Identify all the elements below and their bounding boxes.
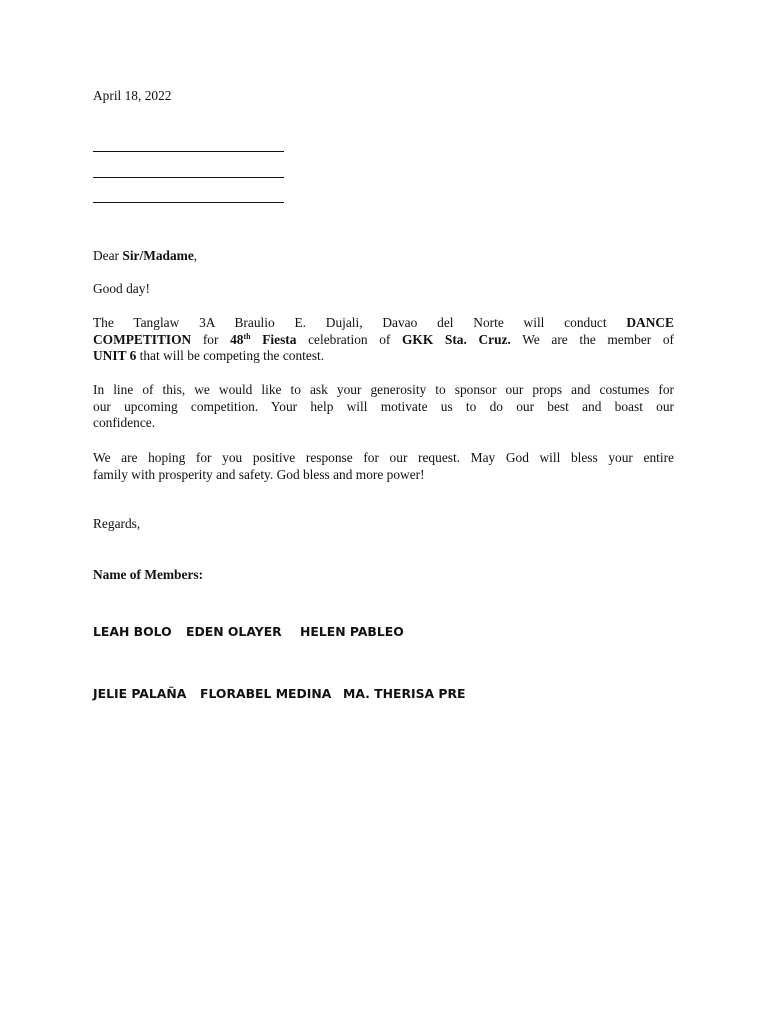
paragraph-1-line-2 bbox=[93, 332, 674, 349]
p1-text-5: that will be competing the contest. bbox=[136, 348, 325, 363]
paragraph-1-line-1 bbox=[93, 315, 674, 332]
paragraph-3 bbox=[93, 450, 674, 483]
members-heading bbox=[93, 567, 674, 584]
p1-bold-dance: DANCE bbox=[626, 315, 674, 330]
recipient-line-1 bbox=[93, 151, 284, 152]
member-name: JELIE PALAÑA bbox=[93, 686, 187, 701]
letter-date: April 18, 2022 bbox=[93, 88, 172, 103]
p1-text-1: The Tanglaw 3A Braulio E. Dujali, Davao del Norte will conduct bbox=[93, 315, 607, 330]
members-heading-text: Name of Members: bbox=[93, 567, 204, 582]
p1-bold-gkk: GKK Sta. Cruz. bbox=[402, 331, 511, 347]
member-name: HELEN PABLEO bbox=[300, 624, 404, 639]
p1-bold-48: 48 bbox=[230, 331, 244, 347]
paragraph-2-line-3: confidence. bbox=[93, 415, 156, 430]
closing: Regards, bbox=[93, 516, 141, 531]
p1-sup-th: th bbox=[243, 331, 251, 341]
paragraph-3-line-1: We are hoping for you positive response for our request. May God will bless your entire bbox=[93, 450, 674, 465]
salutation-suffix: , bbox=[193, 248, 198, 263]
salutation bbox=[93, 248, 674, 265]
p1-text-2: for bbox=[191, 331, 231, 347]
p1-text-3: celebration of bbox=[296, 331, 403, 347]
paragraph-1-line-3 bbox=[93, 348, 674, 365]
recipient-line-3 bbox=[93, 202, 284, 203]
paragraph-1 bbox=[93, 315, 674, 365]
paragraph-2 bbox=[93, 382, 674, 432]
recipient-line-2 bbox=[93, 177, 284, 178]
p1-bold-competition: COMPETITION bbox=[93, 331, 192, 347]
paragraph-2-line-1: In line of this, we would like to ask your generosity to sponsor our props and costumes for bbox=[93, 382, 674, 397]
member-name: EDEN OLAYER bbox=[186, 624, 282, 639]
salutation-name: Sir/Madame bbox=[122, 248, 194, 263]
salutation-prefix: Dear bbox=[93, 248, 123, 263]
member-name: MA. THERISA PRE bbox=[343, 686, 466, 701]
member-name: FLORABEL MEDINA bbox=[200, 686, 332, 701]
member-name: LEAH BOLO bbox=[93, 624, 172, 639]
p1-bold-unit: UNIT 6 bbox=[93, 348, 137, 363]
paragraph-2-line-2: our upcoming competition. Your help will motivate us to do our best and boast our bbox=[93, 398, 674, 414]
p1-bold-fiesta: Fiesta bbox=[250, 331, 297, 347]
paragraph-3-line-2: family with prosperity and safety. God bless and more power! bbox=[93, 466, 425, 482]
p1-text-4: We are the member of bbox=[510, 331, 675, 347]
greeting: Good day! bbox=[93, 281, 150, 296]
